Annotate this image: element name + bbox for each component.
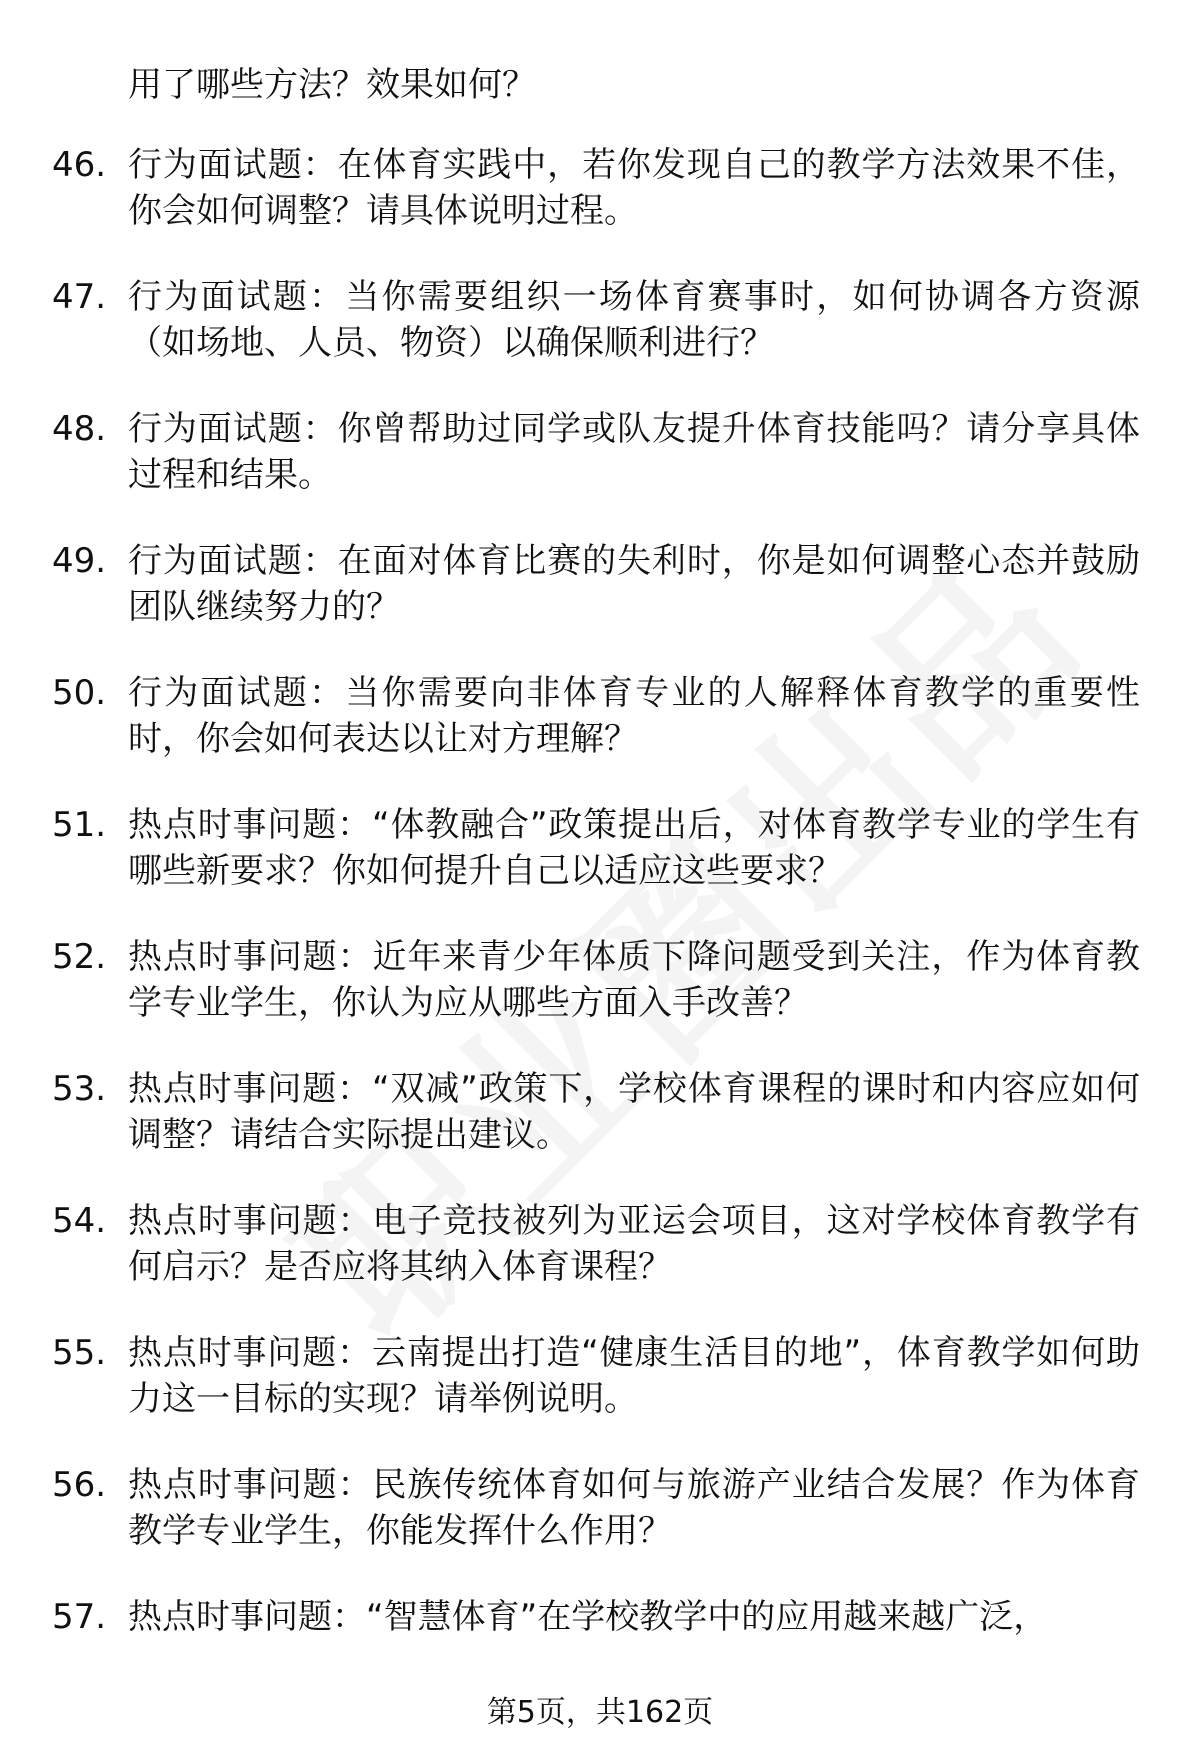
question-number: 47. <box>52 277 107 317</box>
question-number: 53. <box>52 1069 107 1109</box>
question-text: 行为面试题：在体育实践中，若你发现自己的教学方法效果不佳，你会如何调整？请具体说明过程。 <box>128 145 1140 231</box>
question-text: 热点时事问题：民族传统体育如何与旅游产业结合发展？作为体育教学专业学生，你能发挥什么作用？ <box>128 1465 1140 1551</box>
question-number: 54. <box>52 1201 107 1241</box>
question-text: 行为面试题：在面对体育比赛的失利时，你是如何调整心态并鼓励团队继续努力的？ <box>128 541 1140 627</box>
question-item <box>0 1066 1200 1198</box>
question-item <box>0 1198 1200 1330</box>
page-footer: 第5页，共162页 <box>486 1695 714 1730</box>
question-item <box>0 670 1200 802</box>
question-item <box>0 1462 1200 1594</box>
question-text: 行为面试题：你曾帮助过同学或队友提升体育技能吗？请分享具体过程和结果。 <box>128 409 1140 495</box>
question-number: 57. <box>52 1597 107 1637</box>
question-number: 51. <box>52 805 107 845</box>
question-number: 49. <box>52 541 107 581</box>
question-text: 热点时事问题：“体教融合”政策提出后，对体育教学专业的学生有哪些新要求？你如何提升自己以适应这些要求？ <box>128 805 1140 891</box>
question-number: 46. <box>52 145 107 185</box>
question-item <box>0 406 1200 538</box>
question-text: 热点时事问题：“智慧体育”在学校教学中的应用越来越广泛， <box>128 1597 1048 1637</box>
question-text: 行为面试题：当你需要向非体育专业的人解释体育教学的重要性时，你会如何表达以让对方理解？ <box>128 673 1140 759</box>
question-number: 52. <box>52 937 107 977</box>
question-item <box>0 538 1200 670</box>
question-number: 50. <box>52 673 107 713</box>
continuation-text: 用了哪些方法？效果如何？ <box>128 65 536 105</box>
question-item <box>0 934 1200 1066</box>
question-text: 热点时事问题：近年来青少年体质下降问题受到关注，作为体育教学专业学生，你认为应从哪些方面入手改善？ <box>128 937 1140 1023</box>
question-item <box>0 802 1200 934</box>
question-number: 48. <box>52 409 107 449</box>
question-number: 55. <box>52 1333 107 1373</box>
question-text: 热点时事问题：云南提出打造“健康生活目的地”，体育教学如何助力这一目标的实现？请举例说明。 <box>128 1333 1140 1419</box>
question-number: 56. <box>52 1465 107 1505</box>
question-list <box>0 142 1200 1726</box>
question-item <box>0 1330 1200 1462</box>
question-item <box>0 142 1200 274</box>
question-item <box>0 274 1200 406</box>
question-text: 热点时事问题：电子竞技被列为亚运会项目，这对学校体育教学有何启示？是否应将其纳入体育课程？ <box>128 1201 1140 1287</box>
question-text: 行为面试题：当你需要组织一场体育赛事时，如何协调各方资源（如场地、人员、物资）以确保顺利进行？ <box>128 277 1140 363</box>
question-text: 热点时事问题：“双减”政策下，学校体育课程的课时和内容应如何调整？请结合实际提出建议。 <box>128 1069 1140 1155</box>
